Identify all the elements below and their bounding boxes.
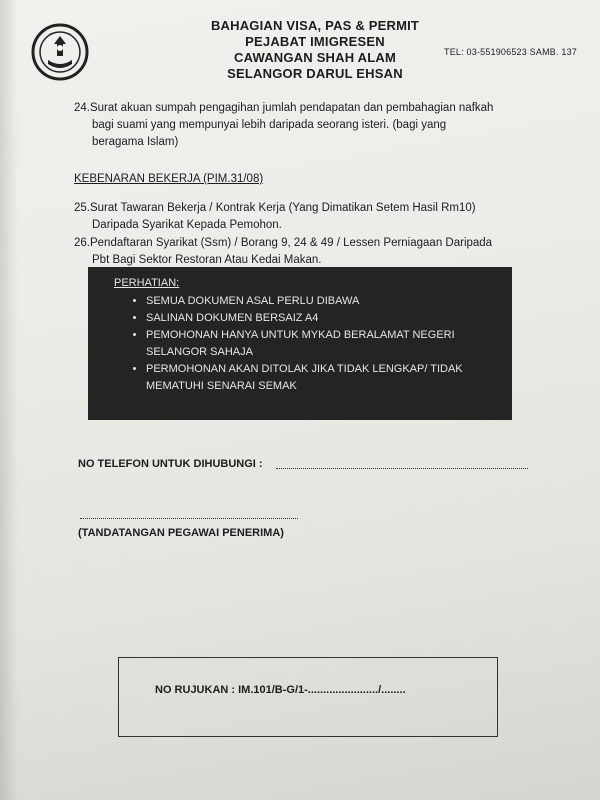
- phone-label: NO TELEFON UNTUK DIHUBUNGI :: [78, 458, 263, 470]
- notice-point: • SALINAN DOKUMEN BERSAIZ A4: [146, 310, 496, 327]
- item-25-line-1: 25.Surat Tawaran Bekerja / Kontrak Kerja (Yang Dimatikan Setem Hasil Rm10): [74, 202, 476, 214]
- item-25: [74, 200, 574, 234]
- page-edge-shadow: [0, 0, 18, 800]
- item-24-line-1: 24.Surat akuan sumpah pengagihan jumlah pendapatan dan pembahagian nafkah: [74, 102, 494, 114]
- phone-input-line[interactable]: [276, 468, 528, 469]
- signature-label: (TANDATANGAN PEGAWAI PENERIMA): [78, 527, 284, 539]
- header-line-2: PEJABAT IMIGRESEN: [245, 34, 385, 49]
- header-line-4: SELANGOR DARUL EHSAN: [227, 66, 403, 81]
- item-25-line-2: Daripada Syarikat Kepada Pemohon.: [92, 219, 282, 231]
- notice-point: • PEMOHONAN HANYA UNTUK MYKAD BERALAMAT NEGERI SELANGOR SAHAJA: [146, 327, 496, 361]
- signature-line[interactable]: [80, 518, 298, 519]
- item-26-line-1: 26.Pendaftaran Syarikat (Ssm) / Borang 9, 24 & 49 / Lessen Perniagaan Daripada: [74, 237, 493, 249]
- immigration-crest-logo: [30, 22, 90, 82]
- notice-point: • PERMOHONAN AKAN DITOLAK JIKA TIDAK LENGKAP/ TIDAK MEMATUHI SENARAI SEMAK: [146, 361, 496, 395]
- notice-title: PERHATIAN:: [114, 277, 180, 289]
- item-24-line-3: beragama Islam): [92, 136, 179, 148]
- notice-list: [128, 293, 496, 395]
- header-line-1: BAHAGIAN VISA, PAS & PERMIT: [210, 18, 420, 33]
- reference-number: NO RUJUKAN : IM.101/B-G/1-......................./........: [155, 684, 406, 696]
- item-24-line-2: bagi suami yang mempunyai lebih daripada seorang isteri. (bagi yang: [92, 119, 447, 131]
- header-line-3: CAWANGAN SHAH ALAM: [234, 50, 396, 65]
- item-24: [74, 100, 574, 151]
- section-heading: KEBENARAN BEKERJA (PIM.31/08): [74, 173, 264, 185]
- reference-box: [118, 657, 498, 737]
- telephone-number: TEL: 03-551906523 SAMB. 137: [444, 47, 577, 57]
- office-header: [150, 18, 480, 82]
- notice-point: • SEMUA DOKUMEN ASAL PERLU DIBAWA: [146, 293, 496, 310]
- item-26-line-2: Pbt Bagi Sektor Restoran Atau Kedai Makan.: [92, 254, 322, 266]
- item-26: [74, 235, 574, 269]
- notice-box: [88, 267, 512, 420]
